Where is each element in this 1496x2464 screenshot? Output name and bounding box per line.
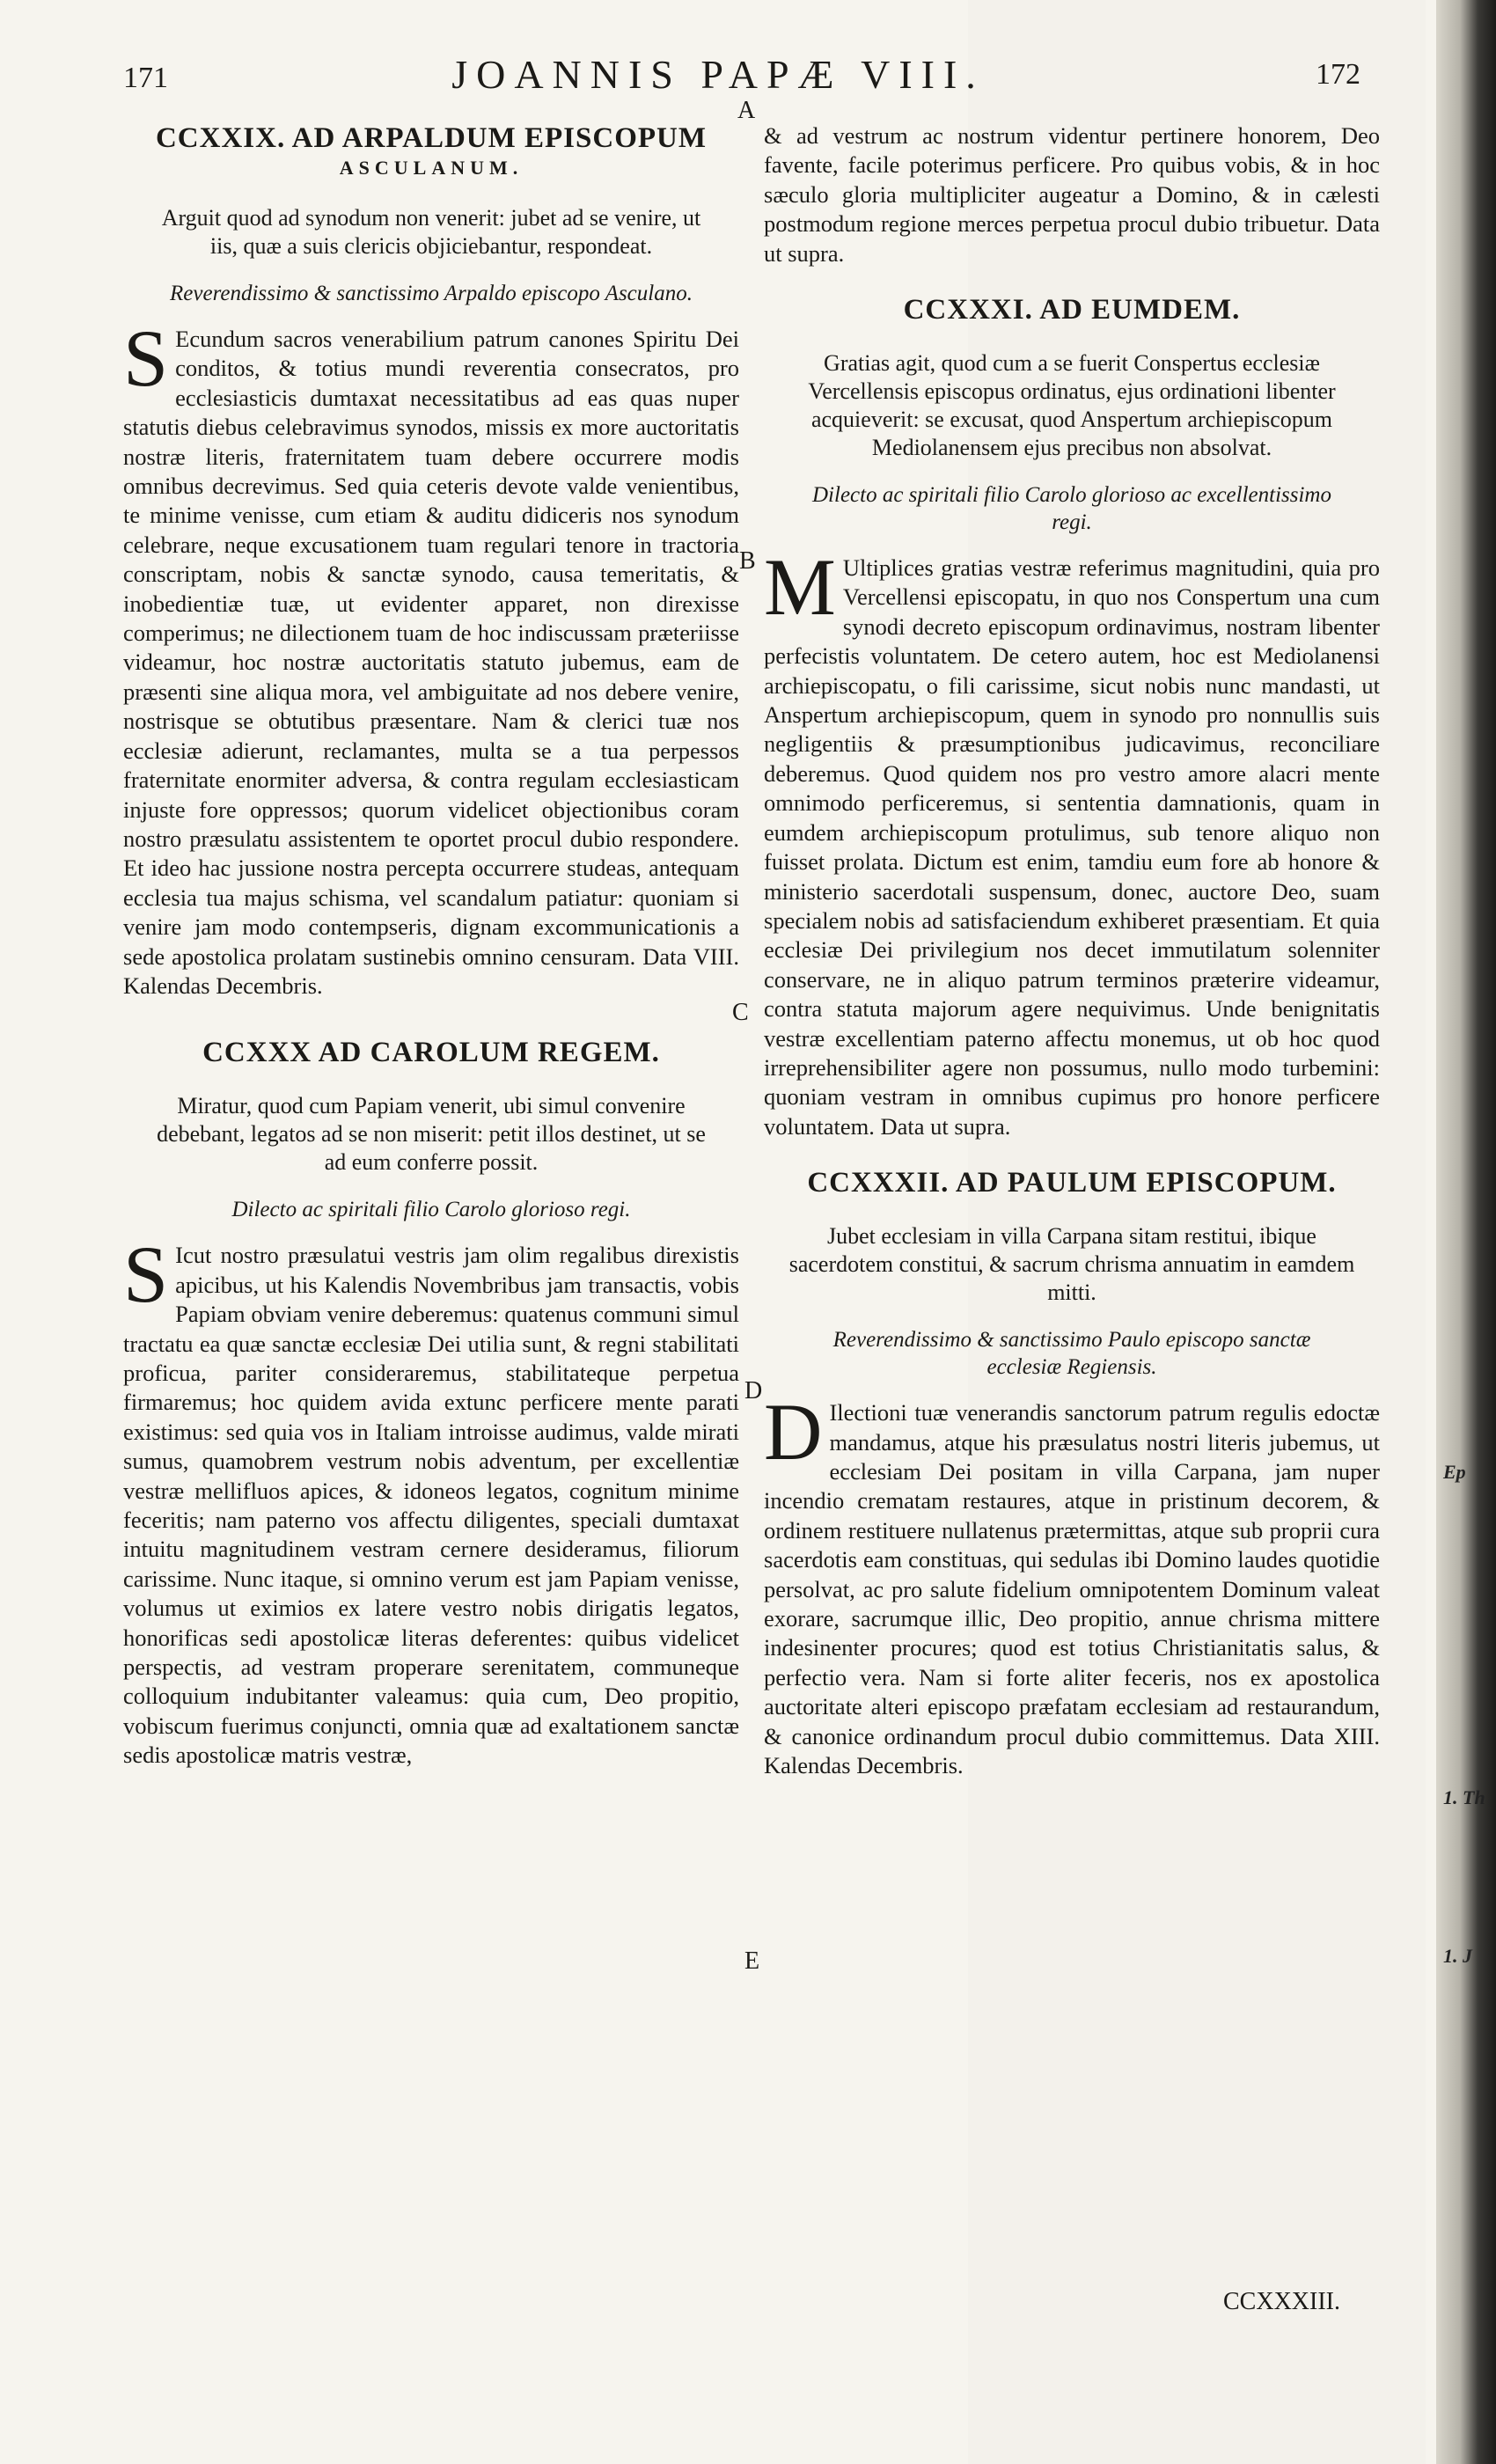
letter-heading: CCXXXI. AD EUMDEM. (903, 294, 1241, 326)
heading-text: CCXXIX. AD ARPALDUM EPISCOPUM (155, 122, 708, 154)
letter-address: Reverendissimo & sanctissimo Paulo episcopo sanctæ ecclesiæ Regiensis. (832, 1328, 1311, 1380)
right-column (764, 121, 1380, 1780)
heading-subtitle: ASCULANUM. (339, 157, 524, 179)
running-head (0, 51, 1436, 104)
drop-cap: S (123, 313, 169, 403)
letter-text: Ultiplices gratias vestræ referimus magnitudini, quia pro Vercellensi episcopatu, in quo nos Conspertum una cum synodi decreto episcopum ordinavimus, nostram libenter perfecistis voluntatem. De cetero autem, hoc est Mediolanensi archiepiscopatu, o fili carissime, sicut nobis nunc mandasti, ut Anspertum archiepiscopum, quem in synodo pro nonnullis suis negligentiis & præsumptionibus judicavimus, reconciliare deberemus. Quod quidem nos pro vestro amore alacri mente omnimodo perficeremus, si sententia damnationis, quam in eumdem archiepiscopum protulimus, sub tenore aliquo non fuisset prolata. Dictum est enim, tamdiu eum fore ab honore & ministerio sacerdotali suspensum, donec, auctore Deo, suam specialem nobis ad satisfaciendum exhiberet præsentiam. Et quia ecclesiæ Dei privilegium nos decet immutilatum solenniter conservare, ne in aliquo patrum terminos præterire videamur, contra statuta majorum agere nequivimus. Unde benignitatis vestræ excellentiam paterno affectu monemus, ut ob hoc quod irreprehensibiliter agere non possumus, nullo modo turbemini: quoniam vestram in omnibus cupimus pro honore perficere voluntatem. Data ut supra. (764, 554, 1380, 1140)
letter-text: Ecundum sacros venerabilium patrum canones Spiritu Dei conditos, & totius mundi reverentia consecratos, pro ecclesiasticis dumtaxat necessitatibus ad eas quas nuper statutis diebus celebravimus synodos, missis ex more auctoritatis nostræ literis, fraternitatem tuam debere occurrere modis omnibus decrevimus. Sed quia ceteris devote valde venientibus, te minime venisse, cum etiam & auditu didiceris nos synodum celebrare, neque excusationem tuam regulari tenore in tractoria conscriptam, nobis & sanctæ synodo, causa temeritatis, & inobedientiæ tuæ, ut evidenter apparet, non direxisse comperimus; ne dilectionem tuam de hoc indiscussam præteriisse videamur, hoc nostræ auctoritatis statuto jubemus, eam de præsenti sine aliqua mora, vel ambiguitate ad nos debere venire, nostrisque se obtutibus præsentare. Nam & clerici tuæ nos ecclesiæ adierunt, reclamantes, multa se a tua perpessos fraternitate enormiter adversa, & contra regulam ecclesiasticam injuste fore oppressos; quorum videlicet objectionibus coram nostro præsulatu assistentem te oportet procul dubio respondere. Et ideo hac jussione nostra percepta occurrere studeas, antequam ecclesia tua majus schisma, vel scandalum patiatur: quoniam si venire jam modo contempseris, dignam excommunicationis a sede apostolica prolatam sustinebis omnino censuram. Data VIII. Kalendas Decembris. (123, 326, 739, 999)
letter-summary: Gratias agit, quod cum a se fuerit Conspertus ecclesiæ Vercellensis episcopus ordinatus, ejus ordinationi libenter acquieverit: se excusat, quod Anspertum archiepiscopum Mediolanensem ejus precibus non absolvat. (808, 350, 1336, 461)
page-title: JOANNIS PAPÆ VIII. (451, 52, 985, 97)
letter-summary: Arguit quod ad synodum non venerit: jubet ad se venire, ut iis, quæ a suis clericis objiciebantur, respondeat. (161, 205, 701, 259)
letter-body (764, 542, 1380, 1141)
letter-continuation: & ad vestrum ac nostrum videntur pertinere honorem, Deo favente, facile poterimus perficere. Pro quibus vobis, & in hoc sæculo gloria multipliciter augeatur a Domino, & in cælesti postmodum regione merces perpetua procul dubio tribuetur. Data ut supra. (764, 122, 1380, 267)
letter-text: Icut nostro præsulatui vestris jam olim regalibus direxistis apicibus, ut his Kalendis Novembribus jam transactis, vobis Papiam obviam venire deberemus: quatenus communi simul tractatu ea quæ sanctæ ecclesiæ Dei utilia sunt, & regni stabilitati proficua, pariter consideraremus, stabilitateque perpetua firmaremus; hoc quidem avida extunc perficere mente parati existimus: sed quia vos in Italiam introisse audimus, valde mirati sumus, quamobrem vestrum nobis adventum, per excellentiæ vestræ mellifluos apices, & idoneos legatos, cognitum minime feceritis; nam paterno vos affectu diligentes, speciali dumtaxat intuitu magnitudinem vestram cernere desideramus, filiorum carissime. Nunc itaque, si omnino verum est jam Papiam venisse, volumus ut eximios ex latere vestro nobis dirigatis legatos, honorificas sedi apostolicæ literas deferentes: quibus videlicet perspectis, ad vestram properare serenitatem, communeque colloquium indubitanter valeamus: quia cum, Deo propitio, vobiscum fuerimus conjuncti, omnia quæ ad exaltationem sanctæ sedis apostolicæ matris vestræ, (123, 1242, 739, 1769)
letter-body (123, 313, 739, 1001)
letter-body (764, 1387, 1380, 1780)
letter-heading (123, 121, 739, 181)
letter-heading: CCXXX AD CAROLUM REGEM. (202, 1037, 660, 1069)
page-edge-shadow (1436, 0, 1496, 2464)
margin-letter-e: E (744, 1947, 760, 1975)
letter-ccxxxii (764, 1166, 1380, 1780)
page-number-left: 171 (123, 62, 168, 94)
edge-note-3: 1. J (1443, 1945, 1472, 1967)
letter-address: Dilecto ac spiritali filio Carolo glorioso ac excellentissimo regi. (812, 483, 1331, 535)
drop-cap: D (764, 1387, 823, 1478)
drop-cap: S (123, 1229, 169, 1320)
margin-letter-b: B (739, 547, 756, 575)
left-column (123, 121, 739, 1771)
edge-note-1: Ep (1443, 1461, 1466, 1483)
letter-ccxxx (123, 1036, 739, 1770)
margin-letter-a: A (737, 97, 756, 124)
letter-heading: CCXXXII. AD PAULUM EPISCOPUM. (807, 1167, 1337, 1199)
margin-letter-c: C (732, 999, 749, 1026)
letter-summary: Miratur, quod cum Papiam venerit, ubi simul convenire debebant, legatos ad se non miserit: petit illos destinet, ut se ad eum conferre possit. (157, 1093, 706, 1176)
letter-text: Ilectioni tuæ venerandis sanctorum patrum regulis edoctæ mandamus, atque his præsulatus nostri literis jubemus, ut ecclesiam Dei positam in villa Carpana, jam nuper incendio crematam restaures, atque in pristinum decorem, & ordinem restituere nullatenus prætermittas, atque sub proprii cura sacerdotis eam constituas, qui sedulas ibi Domino laudes quotidie persolvat, ac pro salute fidelium omnipotentem Dominum valeat exorare, sacrumque illic, Deo propitio, annue chrisma mittere indesinenter procures; quod est totius Christianitatis salus, & perfectio vera. Nam si forte aliter feceris, nos ex apostolica auctoritate alteri episcopo præfatam ecclesiam ad restaurandum, & canonice ordinandum procul dubio committemus. Data XIII. Kalendas Decembris. (764, 1399, 1380, 1779)
letter-address: Reverendissimo & sanctissimo Arpaldo episcopo Asculano. (170, 282, 693, 305)
page-number-right: 172 (1316, 58, 1360, 91)
drop-cap: M (764, 542, 836, 633)
margin-letter-d: D (744, 1377, 763, 1404)
letter-body (123, 1229, 739, 1770)
edge-note-2: 1. Th (1443, 1786, 1485, 1808)
letter-ccxxix (123, 121, 739, 1001)
catchword: CCXXXIII. (1223, 2288, 1340, 2315)
letter-address: Dilecto ac spiritali filio Carolo glorioso regi. (231, 1198, 631, 1222)
letter-summary: Jubet ecclesiam in villa Carpana sitam restitui, ibique sacerdotem constitui, & sacrum chrisma annuatim in eamdem mitti. (788, 1223, 1355, 1306)
letter-ccxxxi (764, 293, 1380, 1141)
